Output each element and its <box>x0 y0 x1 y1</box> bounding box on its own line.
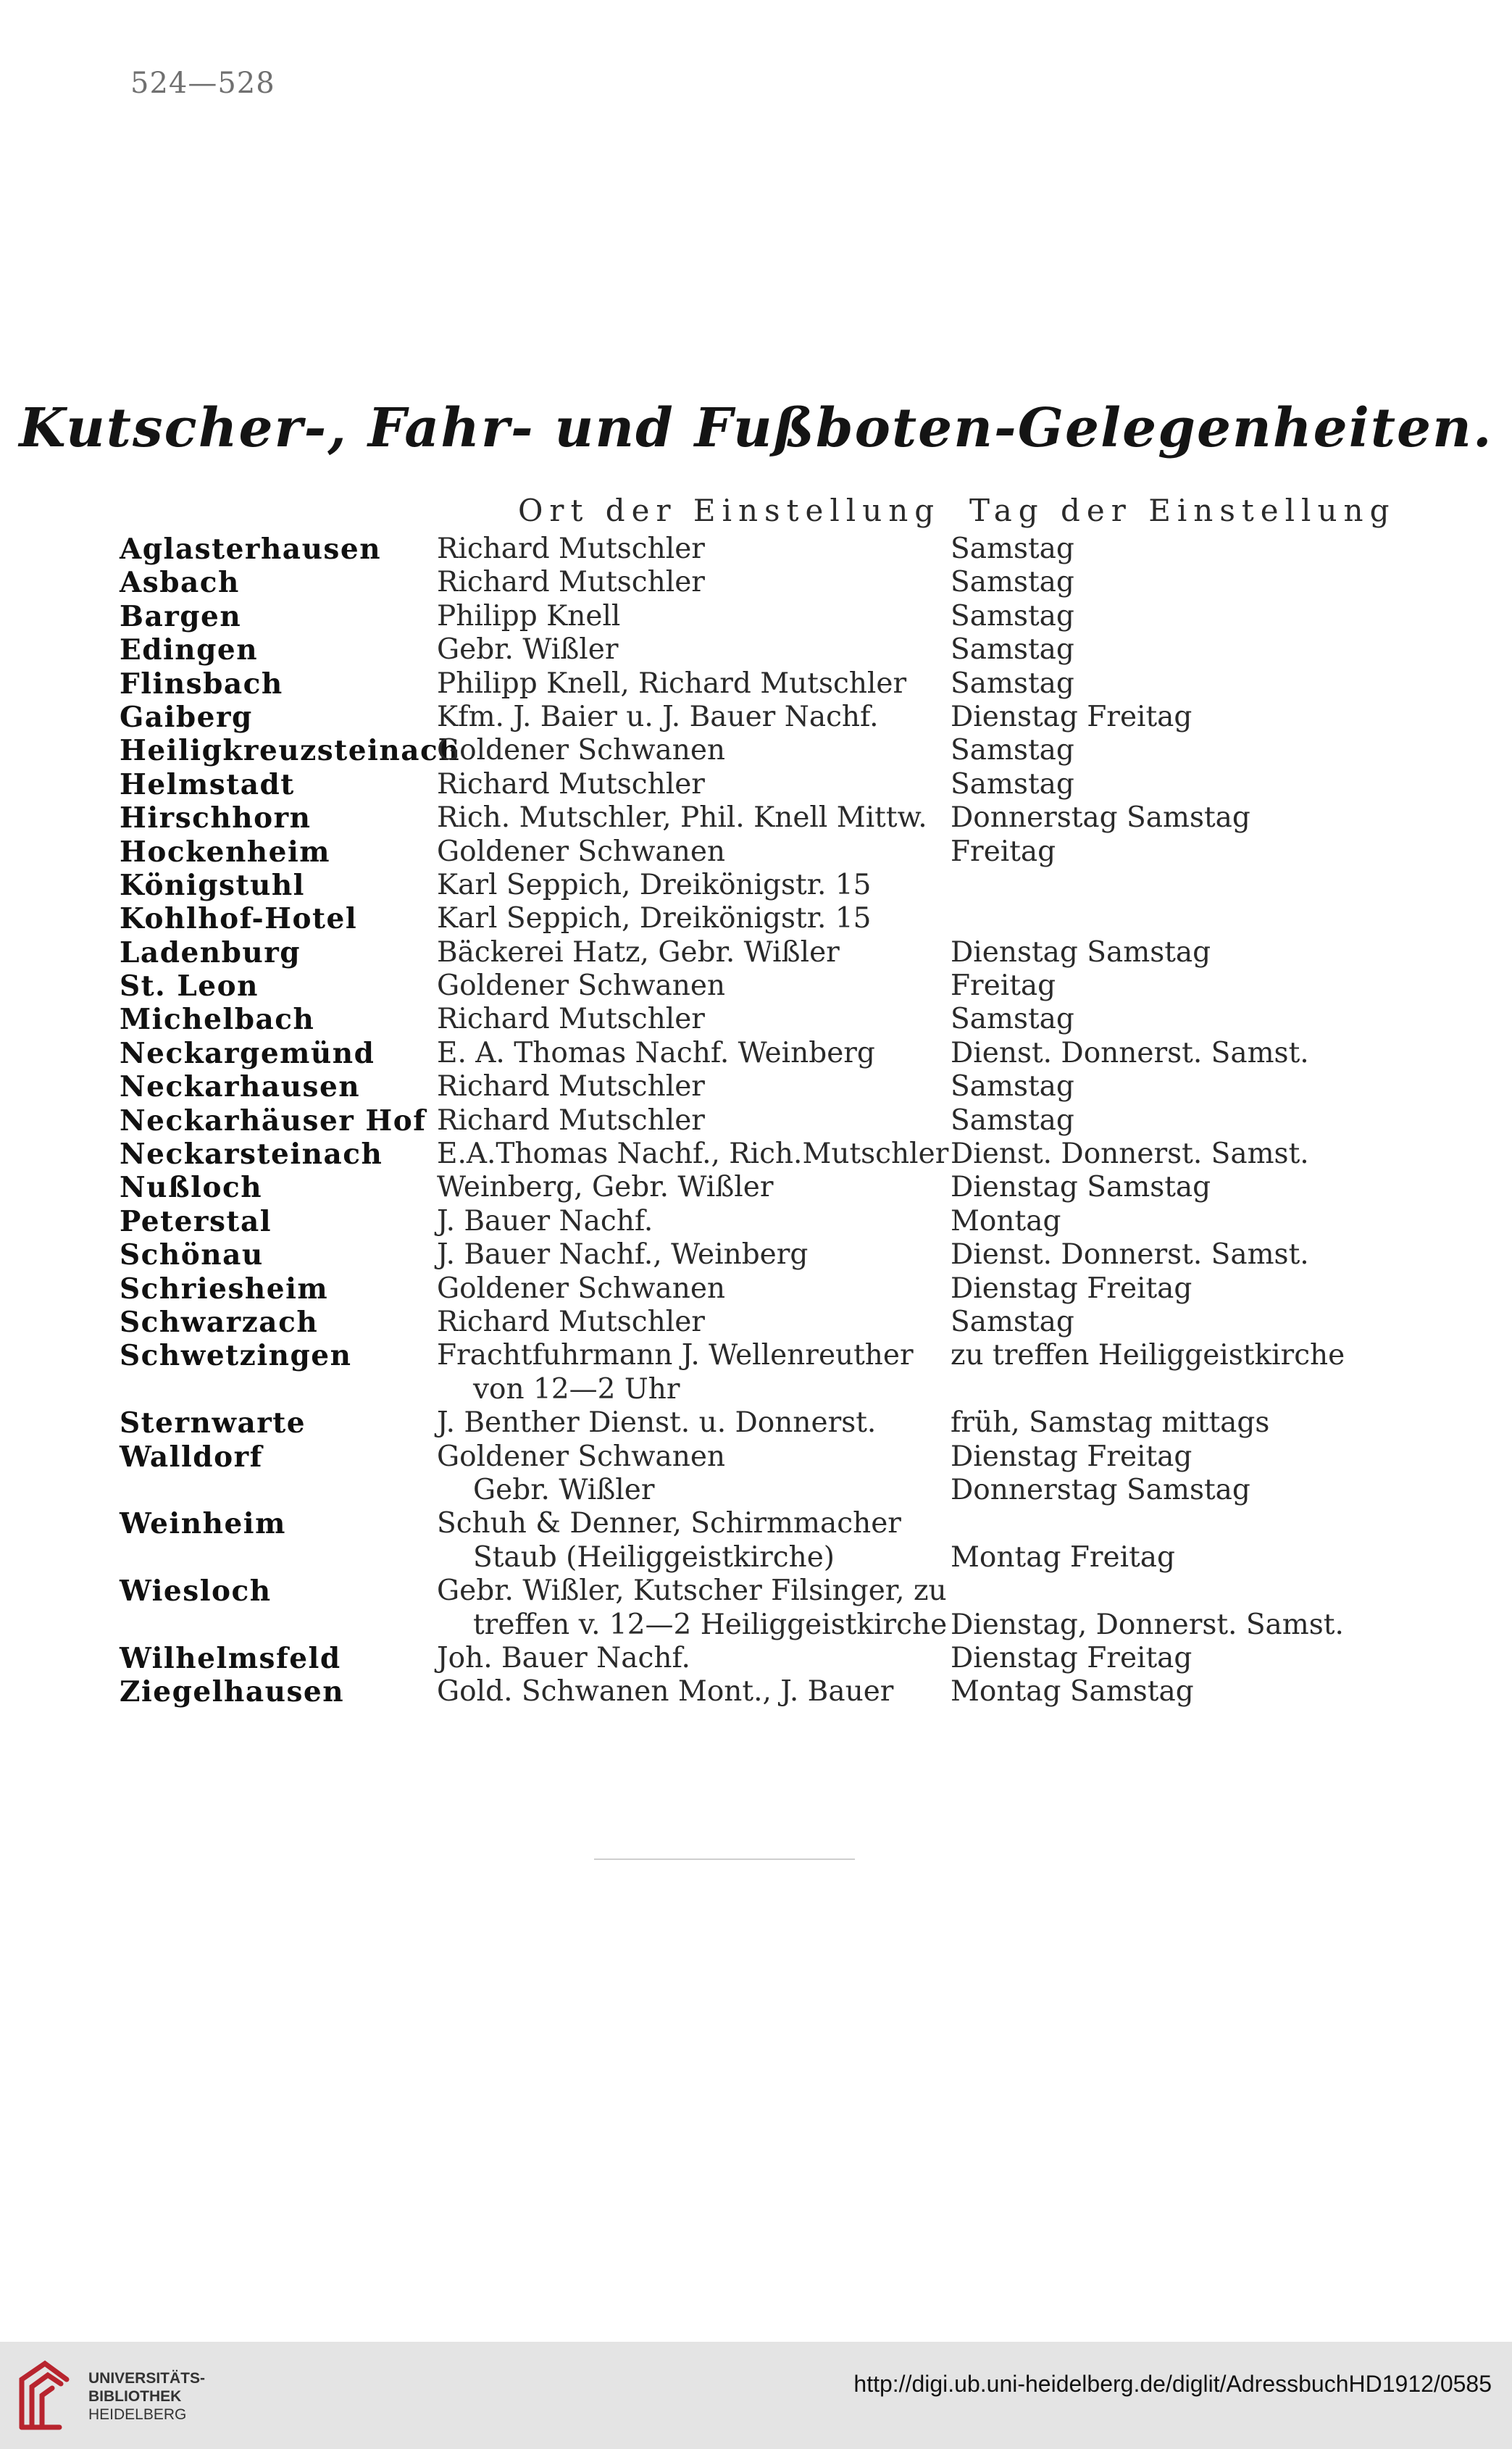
source-url-link[interactable]: http://digi.ub.uni-heidelberg.de/diglit/AdressbuchHD1912/0585 <box>853 2371 1492 2397</box>
entries-list <box>120 533 1424 1709</box>
list-item <box>120 1541 1424 1574</box>
place-text: Karl Seppich, Dreikönigstr. 15 <box>437 868 872 901</box>
footer-bar <box>0 2342 1512 2449</box>
day-text: Dienst. Donnerst. Samst. <box>951 1138 1309 1171</box>
town-name: Schwetzingen <box>120 1339 352 1373</box>
place-text: treffen v. 12—2 Heiliggeistkirche <box>473 1608 948 1641</box>
list-item <box>120 1406 1424 1440</box>
day-text: Samstag <box>951 767 1074 801</box>
town-name: Neckarsteinach <box>120 1138 383 1172</box>
list-item <box>120 1104 1424 1138</box>
day-text: Samstag <box>951 566 1074 599</box>
town-name: Sternwarte <box>120 1406 306 1440</box>
place-text: Joh. Bauer Nachf. <box>437 1641 690 1674</box>
place-text: J. Bauer Nachf. <box>437 1204 653 1238</box>
day-text: Montag <box>951 1204 1061 1238</box>
day-text: Dienstag Freitag <box>951 1272 1193 1305</box>
day-text: Donnerstag Samstag <box>951 1473 1250 1506</box>
town-name: Schriesheim <box>120 1272 329 1306</box>
place-text: Richard Mutschler <box>437 566 705 599</box>
place-text: Bäckerei Hatz, Gebr. Wißler <box>437 935 840 969</box>
list-item <box>120 600 1424 633</box>
place-text: Goldener Schwanen <box>437 835 726 868</box>
list-item <box>120 734 1424 767</box>
list-item <box>120 902 1424 935</box>
library-name-line2: BIBLIOTHEK <box>88 2388 182 2405</box>
place-text: Rich. Mutschler, Phil. Knell Mittw. <box>437 801 927 835</box>
day-text: Samstag <box>951 1305 1074 1338</box>
day-text: Samstag <box>951 734 1074 767</box>
town-name: Ladenburg <box>120 935 301 969</box>
list-item <box>120 1474 1424 1507</box>
town-name: Edingen <box>120 633 259 667</box>
place-text: Staub (Heiliggeistkirche) <box>473 1540 835 1574</box>
list-item <box>120 566 1424 599</box>
list-item <box>120 1272 1424 1306</box>
town-name: Neckargemünd <box>120 1036 375 1070</box>
day-text: Montag Freitag <box>951 1540 1175 1574</box>
list-item <box>120 1507 1424 1540</box>
list-item <box>120 936 1424 969</box>
place-text: Gold. Schwanen Mont., J. Bauer <box>437 1675 894 1709</box>
town-name: Schönau <box>120 1238 264 1272</box>
town-name: Aglasterhausen <box>120 533 382 566</box>
day-text: Freitag <box>951 969 1056 1003</box>
day-text: Dienst. Donnerst. Samst. <box>951 1238 1309 1272</box>
list-item <box>120 701 1424 734</box>
list-item <box>120 1238 1424 1272</box>
list-item <box>120 1306 1424 1339</box>
place-text: Kfm. J. Baier u. J. Bauer Nachf. <box>437 700 879 733</box>
place-text: E. A. Thomas Nachf. Weinberg <box>437 1036 875 1069</box>
town-name: Bargen <box>120 599 242 633</box>
list-item <box>120 1037 1424 1070</box>
place-text: Karl Seppich, Dreikönigstr. 15 <box>437 902 872 935</box>
list-item <box>120 1138 1424 1171</box>
separator-line <box>594 1858 855 1860</box>
place-text: Goldener Schwanen <box>437 969 726 1003</box>
day-text: Dienstag, Donnerst. Samst. <box>951 1608 1344 1641</box>
town-name: Peterstal <box>120 1204 272 1238</box>
list-item <box>120 1642 1424 1675</box>
day-text: Samstag <box>951 667 1074 700</box>
town-name: Helmstadt <box>120 767 295 801</box>
place-text: Richard Mutschler <box>437 1070 705 1103</box>
list-item <box>120 869 1424 902</box>
library-name <box>88 2369 205 2424</box>
place-text: Richard Mutschler <box>437 533 705 565</box>
day-text: Montag Samstag <box>951 1675 1194 1709</box>
list-item <box>120 1373 1424 1406</box>
place-text: Philipp Knell <box>437 599 621 633</box>
place-text: Richard Mutschler <box>437 1003 705 1036</box>
town-name: Wiesloch <box>120 1574 272 1609</box>
place-text: von 12—2 Uhr <box>473 1372 680 1406</box>
place-text: Goldener Schwanen <box>437 1272 726 1305</box>
day-text: Samstag <box>951 633 1074 667</box>
day-text: Dienstag Samstag <box>951 935 1211 969</box>
place-text: Goldener Schwanen <box>437 1440 726 1473</box>
list-item <box>120 768 1424 801</box>
list-item <box>120 1574 1424 1608</box>
day-text: zu treffen Heiliggeistkirche <box>951 1339 1345 1372</box>
day-text: früh, Samstag mittags <box>951 1406 1270 1440</box>
day-text: Samstag <box>951 1103 1074 1137</box>
list-item <box>120 1205 1424 1238</box>
day-text: Samstag <box>951 599 1074 633</box>
day-text: Dienstag Freitag <box>951 700 1193 733</box>
town-name: Walldorf <box>120 1440 263 1474</box>
place-text: J. Bauer Nachf., Weinberg <box>437 1238 809 1272</box>
place-text: J. Benther Dienst. u. Donnerst. <box>437 1406 877 1440</box>
library-name-line3: HEIDELBERG <box>88 2406 187 2423</box>
place-text: E.A.Thomas Nachf., Rich.Mutschler <box>437 1138 949 1171</box>
day-text: Freitag <box>951 835 1056 868</box>
day-text: Dienst. Donnerst. Samst. <box>951 1036 1309 1069</box>
list-item <box>120 1440 1424 1474</box>
day-text: Dienstag Freitag <box>951 1440 1193 1473</box>
place-text: Gebr. Wißler <box>437 633 619 667</box>
library-name-line1: UNIVERSITÄTS- <box>88 2370 206 2387</box>
page-number: 524—528 <box>130 67 275 100</box>
list-item <box>120 1070 1424 1103</box>
library-logo-icon <box>16 2358 72 2433</box>
list-item <box>120 835 1424 869</box>
place-text: Gebr. Wißler <box>473 1473 655 1506</box>
list-item <box>120 1675 1424 1709</box>
list-item <box>120 969 1424 1003</box>
page-title: Kutscher-, Fahr- und Fußboten-Gelegenheiten. <box>19 397 1493 459</box>
list-item <box>120 533 1424 566</box>
day-text: Dienstag Samstag <box>951 1171 1211 1204</box>
day-text: Donnerstag Samstag <box>951 801 1250 835</box>
day-text: Samstag <box>951 1003 1074 1036</box>
place-text: Schuh & Denner, Schirmmacher <box>437 1507 901 1540</box>
town-name: Kohlhof-Hotel <box>120 902 358 936</box>
town-name: Hirschhorn <box>120 801 312 835</box>
list-item <box>120 1171 1424 1204</box>
day-text: Samstag <box>951 1070 1074 1103</box>
town-name: Nußloch <box>120 1171 263 1205</box>
place-text: Richard Mutschler <box>437 1305 705 1338</box>
town-name: Königstuhl <box>120 868 305 902</box>
column-header-place: Ort der Einstellung <box>518 493 941 528</box>
town-name: Schwarzach <box>120 1305 319 1339</box>
list-item <box>120 633 1424 667</box>
place-text: Gebr. Wißler, Kutscher Filsinger, zu <box>437 1574 947 1608</box>
list-item <box>120 667 1424 701</box>
place-text: Richard Mutschler <box>437 767 705 801</box>
place-text: Weinberg, Gebr. Wißler <box>437 1171 774 1204</box>
town-name: Ziegelhausen <box>120 1675 345 1709</box>
place-text: Goldener Schwanen <box>437 734 726 767</box>
town-name: Neckarhausen <box>120 1070 361 1104</box>
town-name: Flinsbach <box>120 667 283 701</box>
town-name: Neckarhäuser Hof <box>120 1103 427 1138</box>
town-name: Weinheim <box>120 1507 286 1541</box>
day-text: Samstag <box>951 533 1074 565</box>
place-text: Richard Mutschler <box>437 1103 705 1137</box>
column-header-day: Tag der Einstellung <box>969 493 1396 528</box>
list-item <box>120 1003 1424 1036</box>
town-name: Asbach <box>120 566 240 600</box>
list-item <box>120 801 1424 835</box>
town-name: Wilhelmsfeld <box>120 1641 341 1675</box>
town-name: Gaiberg <box>120 700 253 734</box>
town-name: Michelbach <box>120 1003 315 1037</box>
list-item <box>120 1609 1424 1642</box>
town-name: Hockenheim <box>120 835 331 869</box>
day-text: Dienstag Freitag <box>951 1641 1193 1674</box>
town-name: Heiligkreuzsteinach <box>120 734 461 768</box>
list-item <box>120 1339 1424 1372</box>
town-name: St. Leon <box>120 969 259 1004</box>
place-text: Philipp Knell, Richard Mutschler <box>437 667 907 700</box>
place-text: Frachtfuhrmann J. Wellenreuther <box>437 1339 914 1372</box>
